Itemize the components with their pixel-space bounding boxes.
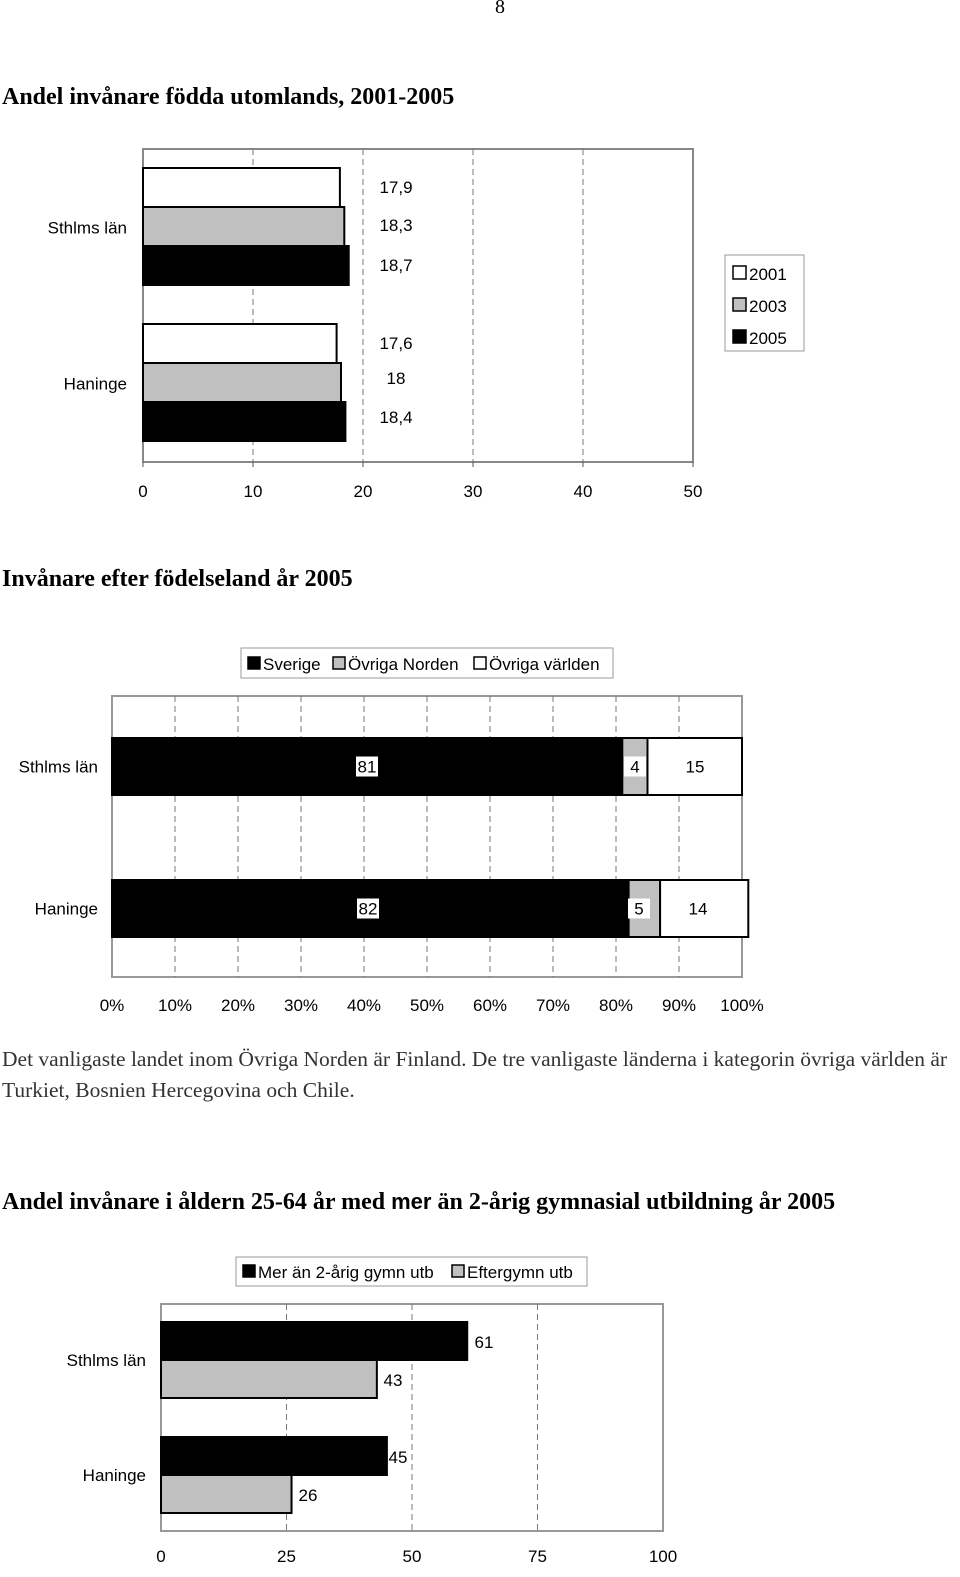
chart3-data-label: 45 <box>388 1448 408 1467</box>
chart2-tick-label: 70% <box>535 996 571 1015</box>
chart2-tick-label: 100% <box>720 996 764 1015</box>
chart1-legend-label: 2005 <box>749 329 787 348</box>
chart3-tick-label: 75 <box>528 1547 547 1566</box>
chart3-title-part-1: Andel invånare i åldern 25-64 år med <box>2 1189 392 1215</box>
chart3-bar <box>161 1322 467 1360</box>
chart1-category-label: Haninge <box>63 374 127 394</box>
chart2-legend-label: Övriga världen <box>489 655 600 674</box>
chart1-tick-label: 40 <box>573 482 593 501</box>
chart1-tick-label: 0 <box>138 482 148 501</box>
chart3-legend-swatch <box>243 1265 255 1277</box>
chart1-tick-label: 50 <box>683 482 703 501</box>
chart3-tick-label: 25 <box>277 1547 296 1566</box>
chart2-category-label: Haninge <box>34 899 98 919</box>
chart1-data-label: 18 <box>386 369 406 388</box>
chart2-legend-label: Sverige <box>263 655 321 674</box>
chart1-data-label: 18,7 <box>379 256 413 275</box>
chart3-legend-label: Mer än 2-årig gymn utb <box>258 1263 434 1282</box>
body-paragraph: Det vanligaste landet inom Övriga Norden är Finland. De tre vanligaste länderna i kategorin övriga världen är Turkiet, Bosnien Hercegovina och Chile. <box>2 1047 948 1102</box>
chart1-category-label: Sthlms län <box>47 218 127 238</box>
chart3-legend-swatch <box>452 1265 464 1277</box>
chart2-tick-label: 0% <box>99 996 125 1015</box>
chart3-data-label: 43 <box>383 1371 403 1390</box>
chart3-data-label: 61 <box>474 1333 494 1352</box>
chart3-category-label: Sthlms län <box>66 1351 146 1370</box>
chart2-tick-label: 20% <box>220 996 256 1015</box>
chart2-data-label: 81 <box>357 757 377 777</box>
chart3-tick-label: 0 <box>156 1547 166 1566</box>
chart3-bar <box>161 1360 377 1398</box>
chart2-data-label: 15 <box>685 757 705 777</box>
chart2-tick-label: 30% <box>283 996 319 1015</box>
chart3-tick-label: 100 <box>648 1547 678 1566</box>
chart1-tick-label: 20 <box>353 482 373 501</box>
chart3-bar <box>161 1437 387 1475</box>
chart1-legend-label: 2001 <box>749 265 787 284</box>
chart2-tick-label: 40% <box>346 996 382 1015</box>
chart2-data-label: 5 <box>634 899 644 919</box>
chart3-legend-label: Eftergymn utb <box>467 1263 573 1282</box>
chart1-data-label: 18,4 <box>379 408 413 427</box>
chart2-tick-label: 90% <box>661 996 697 1015</box>
chart2-tick-label: 50% <box>409 996 445 1015</box>
chart1-data-label: 17,9 <box>379 178 413 197</box>
chart2-data-label: 4 <box>630 757 640 777</box>
chart1-legend-label: 2003 <box>749 297 787 316</box>
chart1-data-label: 17,6 <box>379 334 413 353</box>
chart3-tick-label: 50 <box>402 1547 422 1566</box>
chart2-tick-label: 10% <box>157 996 193 1015</box>
chart2-data-label: 82 <box>358 899 378 919</box>
chart1-data-label: 18,3 <box>379 216 413 235</box>
chart2-legend-label: Övriga Norden <box>348 655 459 674</box>
chart3-bar <box>161 1475 292 1513</box>
chart3-title-part-2: mer <box>391 1189 432 1214</box>
chart1-tick-label: 30 <box>463 482 483 501</box>
chart2-category-label: Sthlms län <box>18 757 98 777</box>
chart1-tick-label: 10 <box>243 482 263 501</box>
chart3-category-label: Haninge <box>82 1466 146 1485</box>
chart2-title: Invånare efter födelseland år 2005 <box>2 566 353 592</box>
chart2-tick-label: 60% <box>472 996 508 1015</box>
chart2-tick-label: 80% <box>598 996 634 1015</box>
page-number: 8 <box>495 0 505 18</box>
chart2-data-label: 14 <box>688 899 708 919</box>
chart3-title-part-3: än 2-årig gymnasial utbildning år 2005 <box>431 1189 836 1215</box>
chart3-data-label: 26 <box>298 1486 318 1505</box>
chart1-title: Andel invånare födda utomlands, 2001-2005 <box>2 84 455 110</box>
